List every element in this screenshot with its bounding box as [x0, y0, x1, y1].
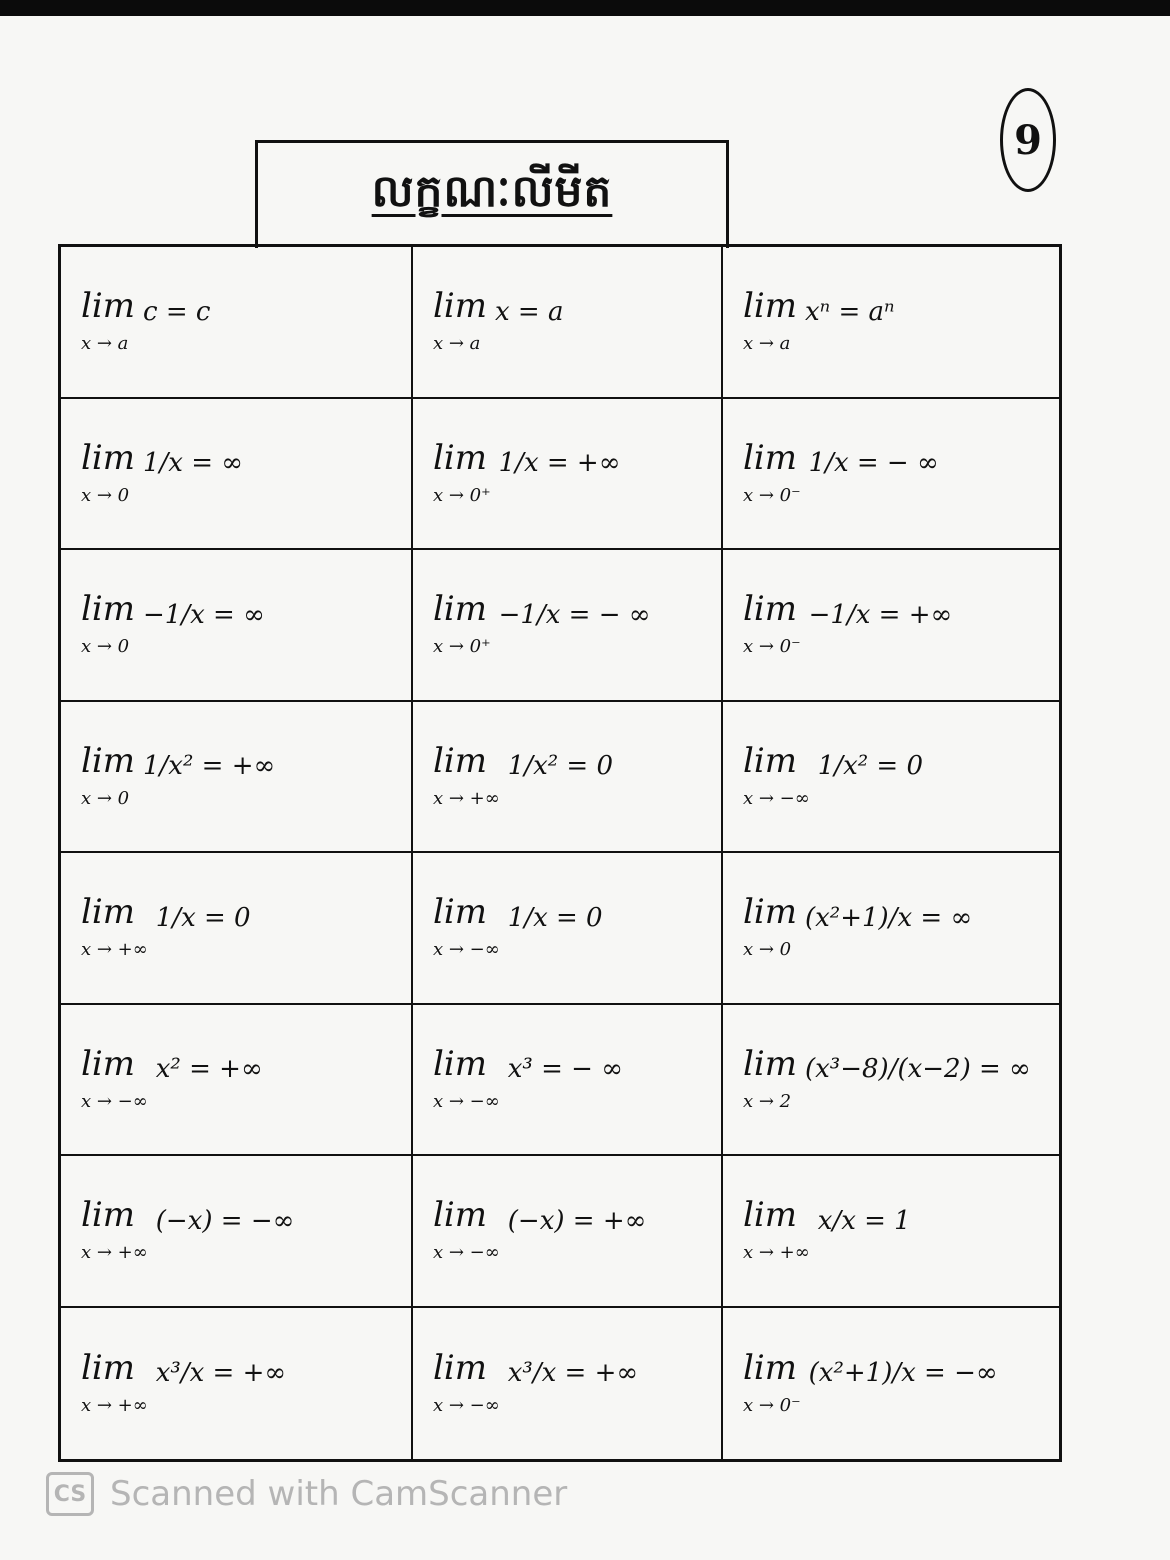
limit-operator [81, 437, 135, 506]
lim-word: lim [743, 1043, 797, 1084]
limit-approach: x → 2 [743, 1090, 792, 1112]
limit-cell [413, 1005, 723, 1157]
lim-word: lim [81, 437, 135, 478]
limit-cell [723, 853, 1059, 1005]
lim-word: lim [743, 740, 797, 781]
limit-cell [723, 247, 1059, 399]
lim-word: lim [433, 1347, 487, 1388]
limit-expression: x = a [495, 296, 564, 327]
title-box [255, 140, 729, 248]
lim-word: lim [433, 1043, 487, 1084]
limit-operator [743, 892, 797, 961]
limit-cell [723, 1156, 1059, 1308]
limit-cell [61, 702, 413, 854]
limit-approach: x → 0⁺ [433, 636, 491, 658]
limit-approach: x → −∞ [433, 1090, 500, 1112]
limit-approach: x → 0⁻ [743, 636, 801, 658]
limit-expression: 1/x² = +∞ [143, 751, 276, 782]
limit-approach: x → +∞ [81, 939, 148, 961]
limit-approach: x → a [81, 333, 129, 355]
lim-word: lim [743, 437, 797, 478]
limit-approach: x → −∞ [743, 787, 810, 809]
limit-approach: x → +∞ [81, 1242, 148, 1264]
limit-operator [433, 740, 500, 809]
lim-word: lim [743, 1195, 797, 1236]
lim-word: lim [81, 1043, 135, 1084]
limit-operator [743, 286, 797, 355]
watermark-text: Scanned with CamScanner [110, 1474, 568, 1514]
limit-expression: 1/x² = 0 [817, 751, 924, 782]
limit-cell [413, 399, 723, 551]
limit-cell [413, 247, 723, 399]
lim-word: lim [81, 892, 135, 933]
limit-cell [723, 702, 1059, 854]
lim-word: lim [433, 740, 487, 781]
limit-cell [61, 550, 413, 702]
lim-word: lim [81, 740, 135, 781]
lim-word: lim [433, 437, 487, 478]
limit-expression: x² = +∞ [155, 1054, 263, 1085]
limits-table [58, 244, 1062, 1462]
limit-cell [61, 1308, 413, 1460]
limit-expression: (−x) = −∞ [155, 1205, 295, 1236]
lim-word: lim [81, 286, 135, 327]
limit-cell [61, 399, 413, 551]
limit-expression: (x³−8)/(x−2) = ∞ [805, 1054, 1031, 1085]
limit-cell [723, 399, 1059, 551]
lim-word: lim [81, 589, 135, 630]
limit-expression: (x²+1)/x = ∞ [805, 902, 973, 933]
limit-operator [81, 740, 135, 809]
lim-word: lim [433, 286, 487, 327]
lim-word: lim [743, 286, 797, 327]
limit-approach: x → 0 [81, 787, 130, 809]
limit-approach: x → +∞ [433, 787, 500, 809]
limit-expression: −1/x = ∞ [143, 599, 265, 630]
limit-expression: 1/x = − ∞ [808, 448, 939, 479]
limit-approach: x → −∞ [81, 1090, 148, 1112]
limit-expression: 1/x = +∞ [498, 448, 621, 479]
limit-approach: x → a [743, 333, 791, 355]
limit-expression: 1/x = ∞ [143, 448, 243, 479]
limit-operator [433, 286, 487, 355]
limit-cell [723, 1308, 1059, 1460]
limit-cell [413, 1308, 723, 1460]
limit-operator [433, 437, 491, 506]
limit-expression: x³ = − ∞ [507, 1054, 623, 1085]
limit-cell [723, 1005, 1059, 1157]
limit-approach: x → 0⁺ [433, 484, 491, 506]
limit-cell [413, 853, 723, 1005]
limit-approach: x → 0 [81, 484, 130, 506]
limit-expression: 1/x = 0 [507, 902, 603, 933]
limit-operator [81, 1347, 148, 1416]
lim-word: lim [81, 1347, 135, 1388]
limit-expression: xⁿ = aⁿ [805, 296, 895, 327]
limit-approach: x → −∞ [433, 1242, 500, 1264]
lim-word: lim [743, 892, 797, 933]
limit-cell [413, 702, 723, 854]
limit-operator [743, 589, 801, 658]
limit-operator [433, 1195, 500, 1264]
limit-expression: −1/x = − ∞ [498, 599, 651, 630]
limit-expression: x³/x = +∞ [155, 1358, 287, 1389]
limit-expression: x³/x = +∞ [507, 1358, 639, 1389]
limit-operator [433, 1043, 500, 1112]
limit-operator [433, 589, 491, 658]
limit-operator [81, 286, 135, 355]
lim-word: lim [433, 589, 487, 630]
limit-approach: x → +∞ [81, 1394, 148, 1416]
limit-operator [433, 1347, 500, 1416]
limit-expression: 1/x² = 0 [507, 751, 614, 782]
limit-expression: 1/x = 0 [155, 902, 251, 933]
limit-cell [61, 247, 413, 399]
limit-operator [81, 1043, 148, 1112]
limit-cell [61, 1005, 413, 1157]
page-title: លក្ខណៈលីមីត [371, 165, 613, 217]
limit-cell [723, 550, 1059, 702]
limit-operator [81, 1195, 148, 1264]
limit-operator [743, 437, 801, 506]
page-number: 9 [1000, 88, 1056, 192]
limit-expression: (−x) = +∞ [507, 1205, 647, 1236]
limit-operator [81, 589, 135, 658]
limit-approach: x → 0 [743, 939, 792, 961]
limit-expression: x/x = 1 [817, 1205, 911, 1236]
limit-operator [743, 1347, 801, 1416]
limit-approach: x → 0⁻ [743, 484, 801, 506]
limit-expression: (x²+1)/x = −∞ [808, 1358, 998, 1389]
limit-approach: x → 0 [81, 636, 130, 658]
lim-word: lim [433, 1195, 487, 1236]
limit-approach: x → a [433, 333, 481, 355]
top-bar [0, 0, 1170, 16]
limit-operator [433, 892, 500, 961]
lim-word: lim [81, 1195, 135, 1236]
limit-expression: −1/x = +∞ [808, 599, 953, 630]
limit-approach: x → 0⁻ [743, 1394, 801, 1416]
limit-cell [61, 853, 413, 1005]
limit-cell [413, 1156, 723, 1308]
limit-cell [61, 1156, 413, 1308]
limit-cell [413, 550, 723, 702]
limit-approach: x → −∞ [433, 1394, 500, 1416]
limit-approach: x → +∞ [743, 1242, 810, 1264]
limit-operator [743, 1043, 797, 1112]
scanner-watermark [46, 1470, 567, 1518]
limit-operator [743, 740, 810, 809]
limit-expression: c = c [143, 296, 211, 327]
camscanner-logo: CS [46, 1472, 94, 1516]
lim-word: lim [743, 1347, 797, 1388]
lim-word: lim [433, 892, 487, 933]
limit-operator [81, 892, 148, 961]
lim-word: lim [743, 589, 797, 630]
limit-operator [743, 1195, 810, 1264]
limit-approach: x → −∞ [433, 939, 500, 961]
